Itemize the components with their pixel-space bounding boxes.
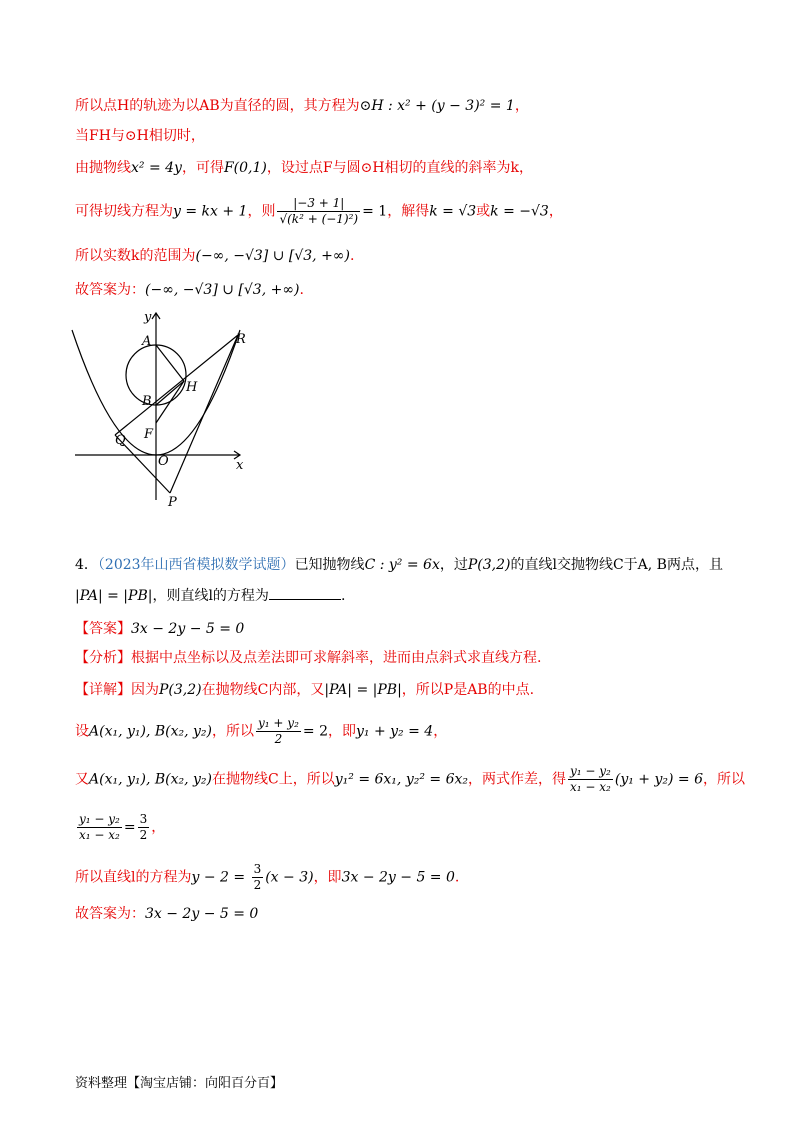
- tangent-distance-fraction: $\frac{|-3 + 1|}{\text{√(k² + (−1)²)}}$: [279, 196, 359, 226]
- line-ah: [156, 345, 184, 381]
- label-a: A: [142, 334, 152, 349]
- circle-equation: ⊙H : x² + (y − 3)² = 1: [359, 98, 515, 114]
- q4-step-3: $\frac{\text{y₁ − y₂}}{\text{x₁ − x₂}}$ = $\frac{3}{2}$ ，: [79, 812, 166, 842]
- q4-final-answer: 故答案为：3x − 2y − 5 = 0: [75, 906, 259, 922]
- slope-fraction: $\frac{\text{y₁ − y₂}}{\text{x₁ − x₂}}$: [570, 764, 611, 794]
- line-qr: [115, 335, 238, 435]
- label-y: y: [144, 310, 152, 325]
- label-r: R: [236, 332, 246, 347]
- q4-source: （2023年山西省模拟数学试题）: [97, 557, 295, 573]
- solution-line-2: 当FH与⊙H相切时，: [75, 128, 205, 144]
- q4-step-2: 又A(x₁, y₁), B(x₂, y₂)在抛物线C上，所以y₁² = 6x₁, y₂² = 6x₂，两式作差，得 $\frac{\text{y₁ − y₂}}{\text{x₁ − x₂}}$ (y₁ + y₂) = 6，所以: [75, 764, 746, 794]
- q4-step-1: 设A(x₁, y₁), B(x₂, y₂)，所以 $\frac{\text{y₁ + y₂}}{2}$ = 2，即y₁ + y₂ = 4，: [75, 716, 448, 746]
- q4-stem-line-2: |PA| = |PB|，则直线l的方程为 .: [75, 585, 345, 606]
- q4-step-4: 所以直线l的方程为y − 2 = $\frac{3}{2}$ (x − 3)，即3x − 2y − 5 = 0.: [75, 862, 460, 892]
- label-p: P: [168, 495, 177, 510]
- solution-line-3: 由抛物线x² = 4y，可得F(0,1)，设过点F与圆⊙H相切的直线的斜率为k，: [75, 160, 534, 176]
- solution-line-4: 可得切线方程为y = kx + 1，则 $\frac{|-3 + 1|}{\text{√(k² + (−1)²)}}$ = 1，解得k = √3或k = −√3，: [75, 196, 563, 226]
- label-h: H: [186, 380, 198, 395]
- line-pr: [170, 335, 238, 493]
- q4-stem-line-1: 4．（2023年山西省模拟数学试题）已知抛物线C : y² = 6x，过P(3,2)的直线l交抛物线C于A, B两点，且: [75, 557, 723, 573]
- slope-value-fraction: $\frac{3}{2}$: [139, 812, 148, 842]
- answer-blank: [269, 585, 341, 600]
- label-f: F: [144, 427, 154, 442]
- solution-line-5: 所以实数k的范围为(−∞, −√3] ∪ [√3, +∞).: [75, 248, 355, 264]
- label-x: x: [236, 458, 244, 473]
- slope-fraction-2: $\frac{\text{y₁ − y₂}}{\text{x₁ − x₂}}$: [79, 812, 120, 842]
- q4-detail: 【详解】因为P(3,2)在抛物线C内部，又|PA| = |PB|，所以P是AB的中点.: [75, 682, 535, 698]
- label-q: Q: [115, 433, 126, 448]
- q4-answer: 【答案】3x − 2y − 5 = 0: [75, 621, 245, 637]
- solution-line-1: 所以点H的轨迹为以AB为直径的圆，其方程为⊙H : x² + (y − 3)² = 1，: [75, 98, 529, 114]
- page-footer: 资料整理【淘宝店铺：向阳百分百】: [75, 1076, 284, 1091]
- midpoint-fraction: $\frac{\text{y₁ + y₂}}{2}$: [258, 716, 299, 746]
- point-slope-fraction: $\frac{3}{2}$: [253, 862, 262, 892]
- label-o: O: [158, 454, 169, 469]
- label-b: B: [142, 394, 152, 409]
- q4-analysis: 【分析】根据中点坐标以及点差法即可求解斜率，进而由点斜式求直线方程.: [75, 650, 542, 666]
- parabola-circle-figure: [60, 305, 260, 515]
- solution-line-6: 故答案为：(−∞, −√3] ∪ [√3, +∞).: [75, 282, 304, 298]
